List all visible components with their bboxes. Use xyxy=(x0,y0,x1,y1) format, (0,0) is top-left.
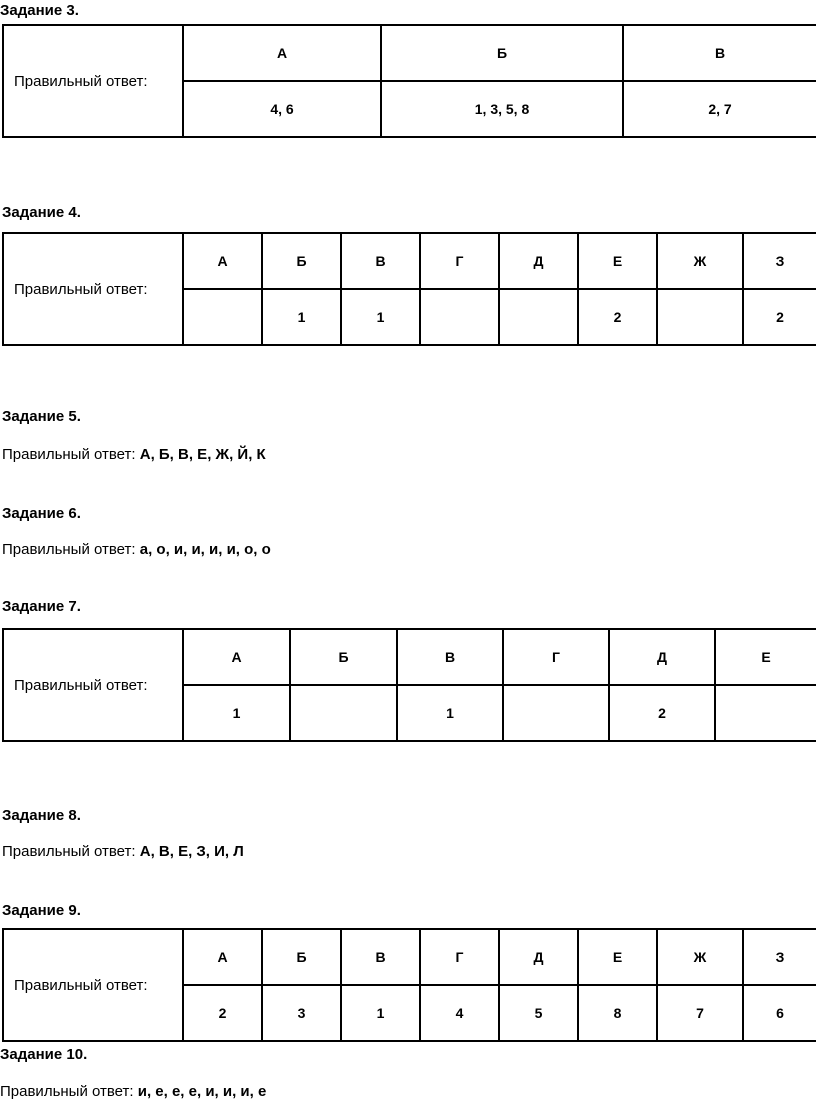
task9-header-a: А xyxy=(183,929,262,985)
task7-header-g: Г xyxy=(503,629,609,685)
task4-header-b: Б xyxy=(262,233,341,289)
task3-title: Задание 3. xyxy=(0,2,79,19)
task7-value-d: 2 xyxy=(609,685,715,741)
task7-value-a: 1 xyxy=(183,685,290,741)
task4-value-b: 1 xyxy=(262,289,341,345)
task10-prefix: Правильный ответ: xyxy=(0,1083,138,1100)
task4-value-e: 2 xyxy=(578,289,657,345)
task3-value-a: 4, 6 xyxy=(183,81,381,137)
task7-value-g xyxy=(503,685,609,741)
task9-header-b: Б xyxy=(262,929,341,985)
task4-header-d: Д xyxy=(499,233,578,289)
task8-answer-line xyxy=(2,843,244,860)
task4-header-z: З xyxy=(743,233,816,289)
task9-value-z: 6 xyxy=(743,985,816,1041)
task3-value-v: 2, 7 xyxy=(623,81,816,137)
task9-header-zh: Ж xyxy=(657,929,743,985)
task9-label: Правильный ответ: xyxy=(3,929,183,1041)
task9-value-a: 2 xyxy=(183,985,262,1041)
task6-answer: а, о, и, и, и, и, о, о xyxy=(139,541,271,558)
task3-value-b: 1, 3, 5, 8 xyxy=(381,81,623,137)
task9-value-b: 3 xyxy=(262,985,341,1041)
task7-header-b: Б xyxy=(290,629,397,685)
task3-header-b: Б xyxy=(381,25,623,81)
task7-header-a: А xyxy=(183,629,290,685)
task9-header-e: Е xyxy=(578,929,657,985)
task7-value-b xyxy=(290,685,397,741)
task6-prefix: Правильный ответ: xyxy=(2,541,140,558)
task7-value-v: 1 xyxy=(397,685,503,741)
task5-title: Задание 5. xyxy=(2,408,81,425)
task9-table xyxy=(2,928,816,1042)
task4-value-v: 1 xyxy=(341,289,420,345)
task4-title: Задание 4. xyxy=(2,204,81,221)
task3-table xyxy=(2,24,816,138)
task9-value-v: 1 xyxy=(341,985,420,1041)
task7-value-e xyxy=(715,685,816,741)
task3-header-a: А xyxy=(183,25,381,81)
task4-value-z: 2 xyxy=(743,289,816,345)
task4-header-a: А xyxy=(183,233,262,289)
task9-header-v: В xyxy=(341,929,420,985)
task4-value-zh xyxy=(657,289,743,345)
task9-value-e: 8 xyxy=(578,985,657,1041)
task7-header-v: В xyxy=(397,629,503,685)
task7-header-e: Е xyxy=(715,629,816,685)
task8-answer: А, В, Е, З, И, Л xyxy=(139,843,244,860)
task7-title: Задание 7. xyxy=(2,598,81,615)
task4-label: Правильный ответ: xyxy=(3,233,183,345)
task4-header-g: Г xyxy=(420,233,499,289)
task4-header-e: Е xyxy=(578,233,657,289)
task8-title: Задание 8. xyxy=(2,807,81,824)
task5-answer: А, Б, В, Е, Ж, Й, К xyxy=(139,446,266,463)
task9-header-z: З xyxy=(743,929,816,985)
task4-value-a xyxy=(183,289,262,345)
task10-answer: и, е, е, е, и, и, и, е xyxy=(137,1083,267,1100)
task9-value-g: 4 xyxy=(420,985,499,1041)
task3-header-v: В xyxy=(623,25,816,81)
task10-answer-line xyxy=(0,1083,266,1100)
task7-header-d: Д xyxy=(609,629,715,685)
task9-header-g: Г xyxy=(420,929,499,985)
task7-label: Правильный ответ: xyxy=(3,629,183,741)
task4-table xyxy=(2,232,816,346)
task4-value-d xyxy=(499,289,578,345)
task9-value-zh: 7 xyxy=(657,985,743,1041)
task4-header-v: В xyxy=(341,233,420,289)
task6-title: Задание 6. xyxy=(2,505,81,522)
task4-header-zh: Ж xyxy=(657,233,743,289)
task7-table xyxy=(2,628,816,742)
task9-header-d: Д xyxy=(499,929,578,985)
task8-prefix: Правильный ответ: xyxy=(2,843,140,860)
task9-title: Задание 9. xyxy=(2,902,81,919)
task10-title: Задание 10. xyxy=(0,1046,88,1063)
task9-value-d: 5 xyxy=(499,985,578,1041)
task6-answer-line xyxy=(2,541,271,558)
task3-label: Правильный ответ: xyxy=(3,25,183,137)
task5-answer-line xyxy=(2,446,266,463)
task4-value-g xyxy=(420,289,499,345)
task5-prefix: Правильный ответ: xyxy=(2,446,140,463)
